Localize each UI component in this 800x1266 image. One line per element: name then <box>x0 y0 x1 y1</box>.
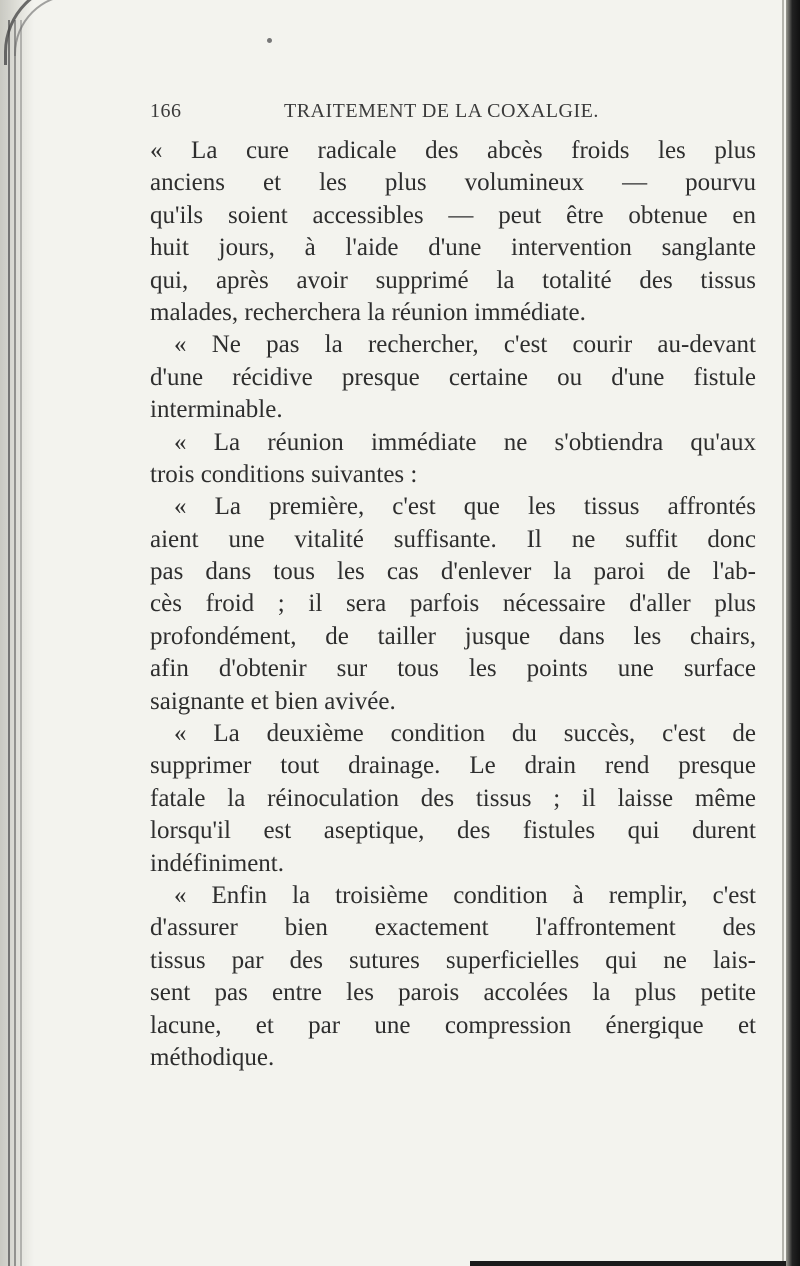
text-line: aient une vitalité suffisante. Il ne suffit donc <box>150 525 756 553</box>
text-line: « La première, c'est que les tissus affrontés <box>174 493 756 521</box>
text-line: « La réunion immédiate ne s'obtiendra qu'aux <box>174 428 756 456</box>
binding-edge-line <box>20 20 22 1266</box>
page-edge-shadow <box>786 0 800 1266</box>
text-line: anciens et les plus volumineux — pourvu <box>150 169 756 197</box>
text-line: d'assurer bien exactement l'affrontement des <box>150 914 756 942</box>
text-line: qui, après avoir supprimé la totalité des tissus <box>150 266 756 294</box>
text-line: « La cure radicale des abcès froids les plus <box>150 137 756 164</box>
text-line: tissus par des sutures superficielles qui ne lais- <box>150 946 756 974</box>
text-line: méthodique. <box>150 1043 275 1071</box>
body-text <box>150 135 756 1074</box>
text-line: qu'ils soient accessibles — peut être obtenue en <box>150 201 756 229</box>
text-line: saignante et bien avivée. <box>150 687 396 715</box>
text-line: d'une récidive presque certaine ou d'une fistule <box>150 363 756 391</box>
text-line: huit jours, à l'aide d'une intervention sanglante <box>150 234 756 262</box>
scan-speck <box>267 38 272 43</box>
binding-edge-line <box>8 20 10 1266</box>
text-line: trois conditions suivantes : <box>150 460 418 488</box>
text-line: cès froid ; il sera parfois nécessaire d'aller plus <box>150 590 756 618</box>
page-curl-edge <box>14 0 316 56</box>
text-line: profondément, de tailler jusque dans les chairs, <box>150 622 756 650</box>
binding-edge-line <box>14 20 16 1266</box>
page-number: 166 <box>150 100 182 122</box>
text-line: indéfiniment. <box>150 849 284 877</box>
text-line: lorsqu'il est aseptique, des fistules qui durent <box>150 817 756 845</box>
text-line: « Enfin la troisième condition à remplir, c'est <box>174 881 756 909</box>
running-title: TRAITEMENT DE LA COXALGIE. <box>284 100 599 122</box>
page-edge-line <box>782 0 784 1266</box>
text-line: « Ne pas la rechercher, c'est courir au-devant <box>174 331 756 359</box>
page-bottom-edge <box>470 1261 786 1266</box>
binding-shadow <box>0 0 34 1266</box>
running-head <box>150 100 750 130</box>
text-line: afin d'obtenir sur tous les points une surface <box>150 655 756 683</box>
text-line: interminable. <box>150 396 283 424</box>
text-line: sent pas entre les parois accolées la plus petite <box>150 979 756 1007</box>
text-line: supprimer tout drainage. Le drain rend presque <box>150 752 756 780</box>
text-line: pas dans tous les cas d'enlever la paroi de l'ab- <box>150 558 756 586</box>
text-line: « La deuxième condition du succès, c'est de <box>174 720 756 748</box>
text-line: lacune, et par une compression énergique et <box>150 1011 756 1039</box>
text-line: malades, recherchera la réunion immédiate. <box>150 298 586 326</box>
text-line: fatale la réinoculation des tissus ; il laisse même <box>150 784 756 812</box>
